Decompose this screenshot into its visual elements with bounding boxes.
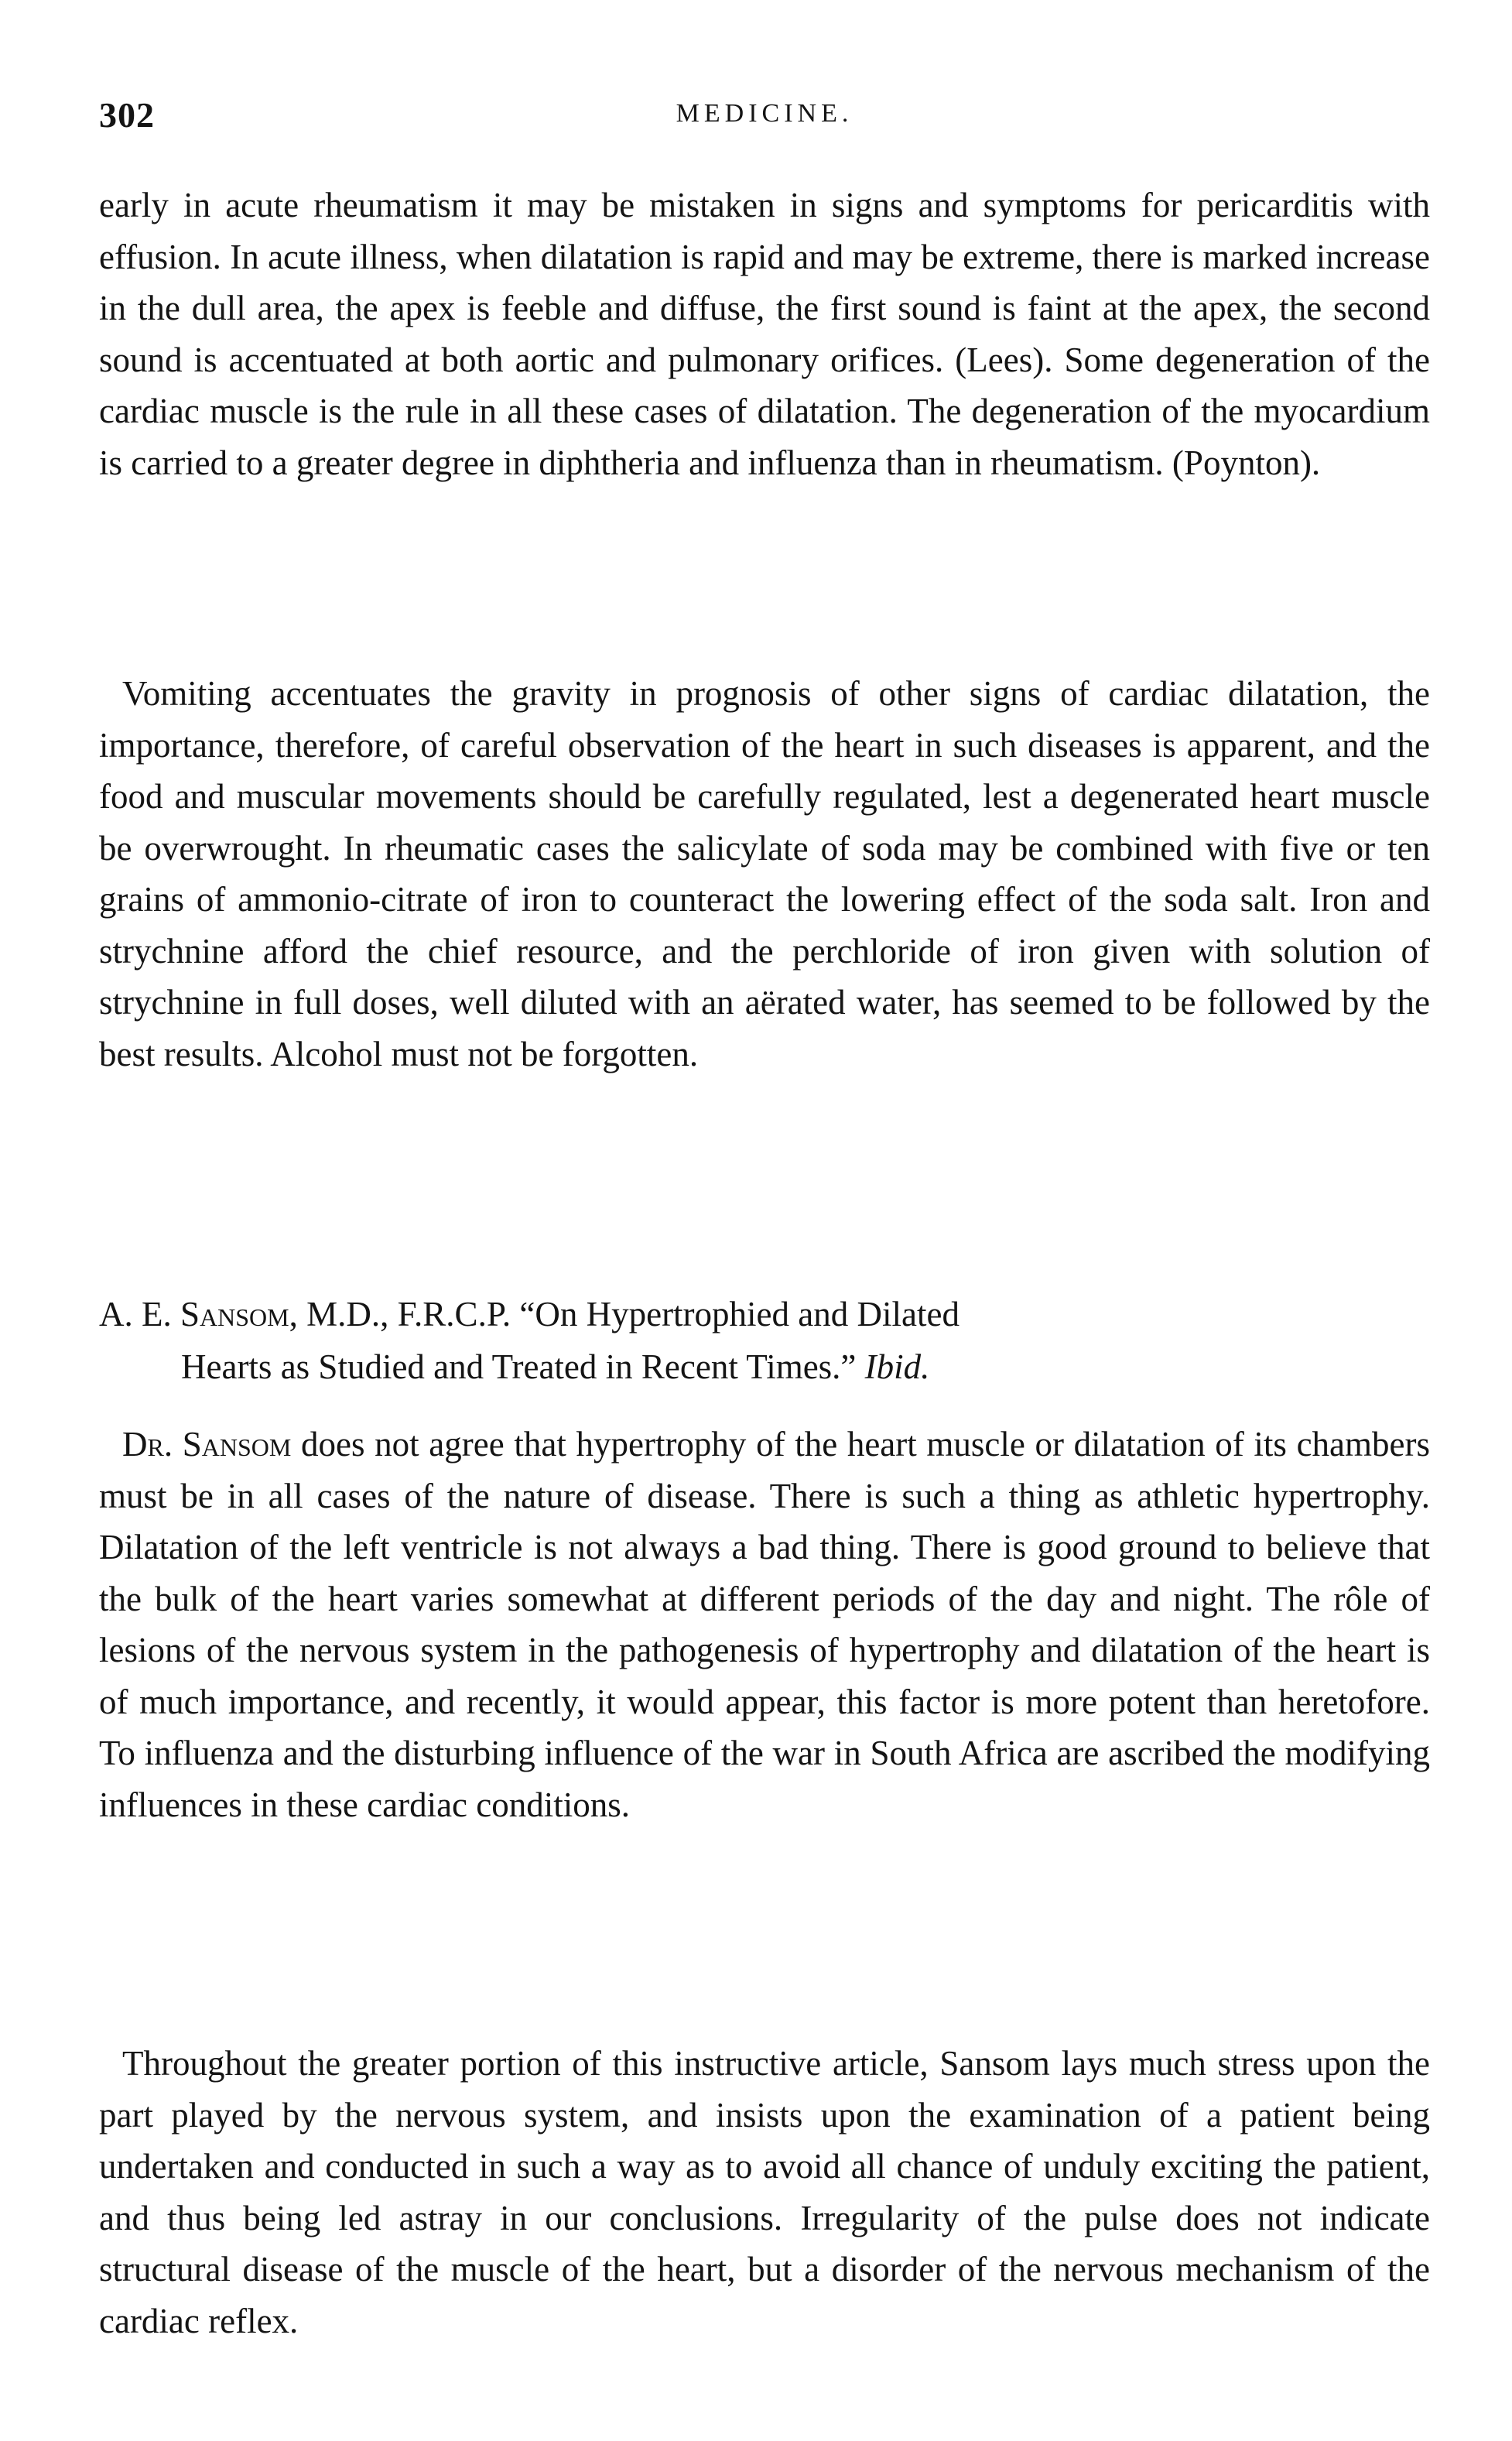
paragraph-sansom-hypertrophy	[99, 1419, 1430, 1830]
paragraph-text	[99, 1419, 1430, 1830]
page-header	[99, 94, 1430, 149]
citation-source: Ibid.	[864, 1347, 930, 1386]
citation-line-2	[99, 1340, 1430, 1393]
paragraph-lead: Dr. Sansom	[122, 1425, 292, 1464]
article-citation	[99, 1288, 1430, 1393]
citation-line-1	[99, 1288, 1430, 1340]
paragraph-text: Throughout the greater portion of this instructive article, Sansom lays much stress upon the part played by the nervous system, and insists upon the examination of a patient being undertaken and conducted in such a way as to avoid all chance of unduly exciting the patient, and thus being led astray in our conclusions. Irregularity of the pulse does not indicate structural disease of the muscle of the heart, but a disorder of the nervous mechanism of the cardiac reflex.	[99, 2044, 1430, 2340]
citation-surname: Sansom	[180, 1295, 289, 1333]
citation-title-part-1: “On Hypertrophied and Dilated	[511, 1295, 960, 1333]
paragraph-vomiting-treatment	[99, 668, 1430, 1080]
running-head: MEDICINE.	[676, 99, 853, 128]
paragraph-dilatation-signs	[99, 180, 1430, 488]
citation-title-part-2: Hearts as Studied and Treated in Recent Times.”	[181, 1347, 857, 1386]
paragraph-text: Vomiting accentuates the gravity in prognosis of other signs of cardiac dilatation, the importance, therefore, of careful observation of the heart in such diseases is apparent, and the food and muscular movements should be carefully regulated, lest a degenerated heart muscle be overwrought. In rheumatic cases the salicylate of soda may be combined with five or ten grains of ammonio-citrate of iron to counteract the lowering effect of the soda salt. Iron and strychnine afford the chief resource, and the perchloride of iron given with solution of strychnine in full doses, well diluted with an aërated water, has seemed to be followed by the best results. Alcohol must not be forgotten.	[99, 674, 1430, 1073]
paragraph-nervous-system	[99, 2038, 1430, 2347]
citation-initials: A. E.	[99, 1295, 172, 1333]
paragraph-body: does not agree that hypertrophy of the heart muscle or dilatation of its chambers must be in all cases of the nature of disease. There is such a thing as athletic hypertrophy. Dilatation of the left ventricle is not always a bad thing. There is good ground to believe that the bulk of the heart varies somewhat at different periods of the day and night. The rôle of lesions of the nervous system in the pathogenesis of hypertrophy and dilatation of the heart is of much importance, and recently, it would appear, this factor is more potent than heretofore. To influenza and the disturbing influence of the war in South Africa are ascribed the modifying influences in these cardiac conditions.	[99, 1425, 1431, 1824]
paragraph-text: early in acute rheumatism it may be mistaken in signs and symptoms for pericarditis with effusion. In acute illness, when dilatation is rapid and may be extreme, there is marked increase in the dull area, the apex is feeble and diffuse, the first sound is faint at the apex, the second sound is accentuated at both aortic and pulmonary orifices. (Lees). Some degeneration of the cardiac muscle is the rule in all these cases of dilatation. The degeneration of the myocardium is carried to a greater degree in diphtheria and influenza than in rheumatism. (Poynton).	[99, 186, 1430, 482]
page-number: 302	[99, 95, 155, 135]
citation-credentials: , M.D., F.R.C.P.	[289, 1295, 511, 1333]
